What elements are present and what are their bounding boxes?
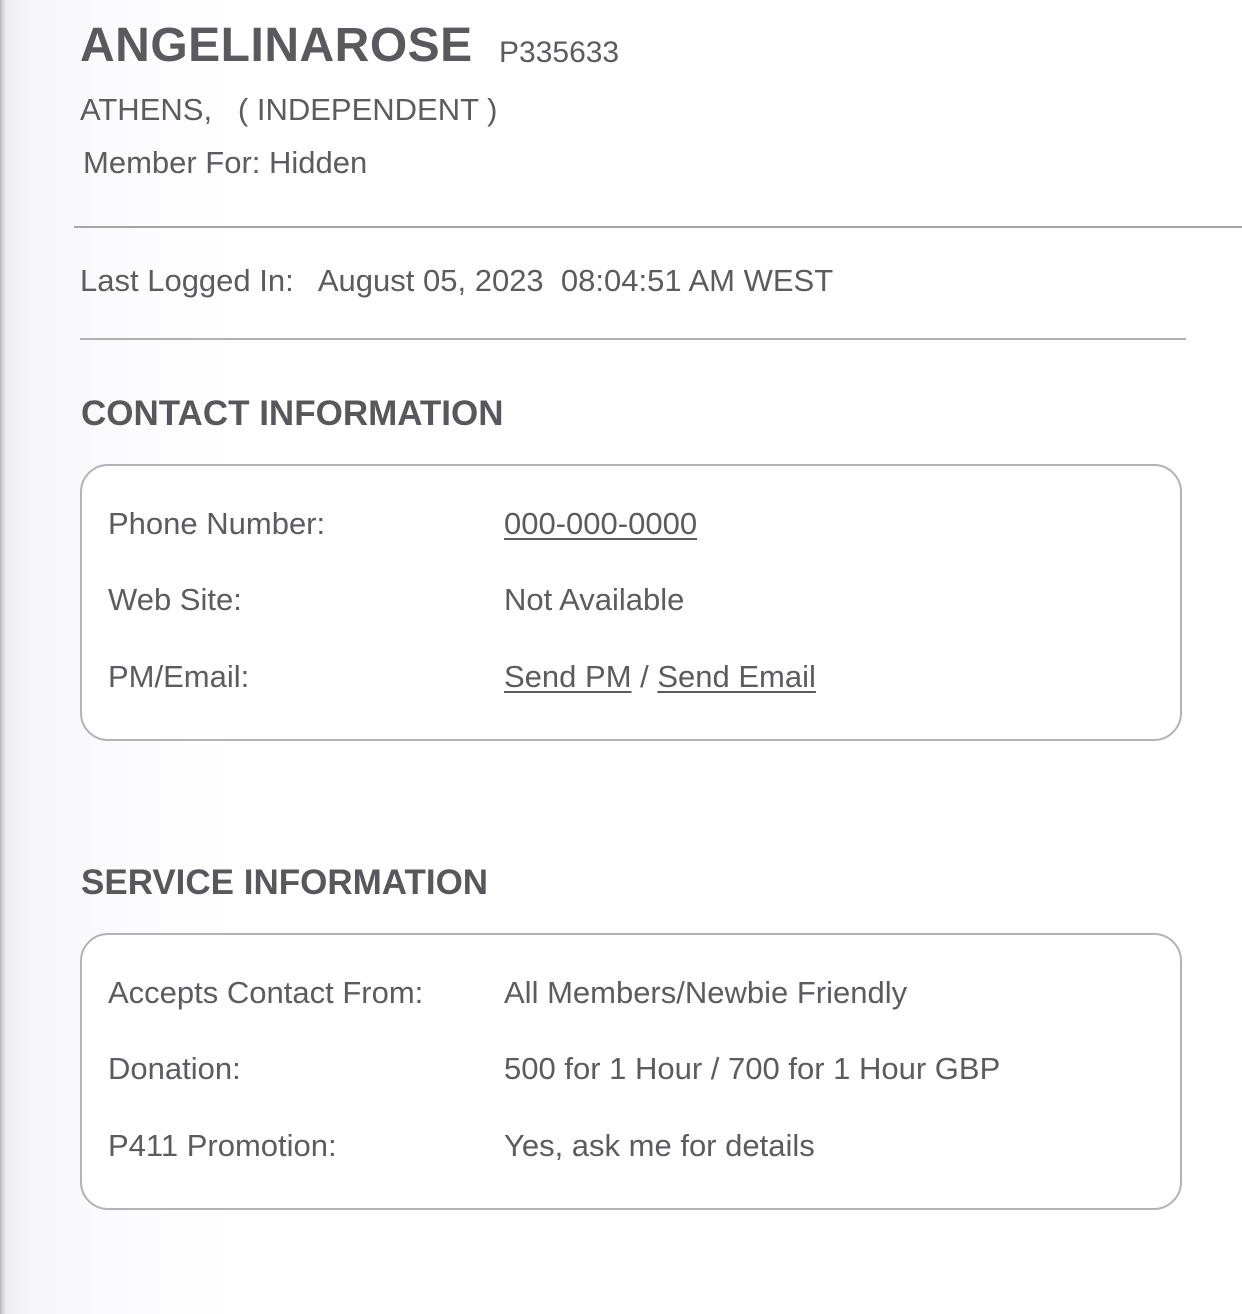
pm-email-label: PM/Email: <box>108 659 250 694</box>
service-row-promotion <box>108 1128 1160 1168</box>
pm-email-value <box>504 659 816 695</box>
contact-row-pm-email <box>108 659 1160 699</box>
send-email-link[interactable]: Send Email <box>657 659 816 694</box>
service-row-accepts <box>108 975 1160 1015</box>
send-pm-link[interactable]: Send PM <box>504 659 632 694</box>
promotion-value: Yes, ask me for details <box>504 1128 815 1163</box>
last-logged-in <box>80 263 833 299</box>
contact-row-phone <box>108 506 1160 546</box>
divider <box>80 338 1186 340</box>
pm-email-separator: / <box>631 659 658 694</box>
profile-location: ATHENS, ( INDEPENDENT ) <box>80 92 498 127</box>
service-info-box <box>80 933 1182 1210</box>
profile-name: ANGELINAROSE <box>80 19 473 72</box>
last-logged-value: August 05, 2023 08:04:51 AM WEST <box>317 263 834 298</box>
contact-info-box <box>80 464 1182 741</box>
website-value: Not Available <box>504 582 685 617</box>
phone-link[interactable]: 000-000-0000 <box>504 506 698 541</box>
website-label: Web Site: <box>108 582 242 617</box>
promotion-label: P411 Promotion: <box>108 1128 337 1163</box>
donation-label: Donation: <box>108 1051 241 1086</box>
contact-row-website <box>108 582 1160 622</box>
service-row-donation <box>108 1051 1160 1091</box>
donation-value: 500 for 1 Hour / 700 for 1 Hour GBP <box>504 1051 1001 1086</box>
member-id: P335633 <box>499 36 620 69</box>
last-logged-label: Last Logged In: <box>80 263 294 298</box>
accepts-value: All Members/Newbie Friendly <box>504 975 908 1010</box>
contact-section-title: CONTACT INFORMATION <box>81 394 504 433</box>
member-for: Member For: Hidden <box>83 145 368 180</box>
service-section-title: SERVICE INFORMATION <box>81 863 489 902</box>
divider <box>74 226 1242 228</box>
phone-label: Phone Number: <box>108 506 326 541</box>
accepts-label: Accepts Contact From: <box>108 975 424 1010</box>
